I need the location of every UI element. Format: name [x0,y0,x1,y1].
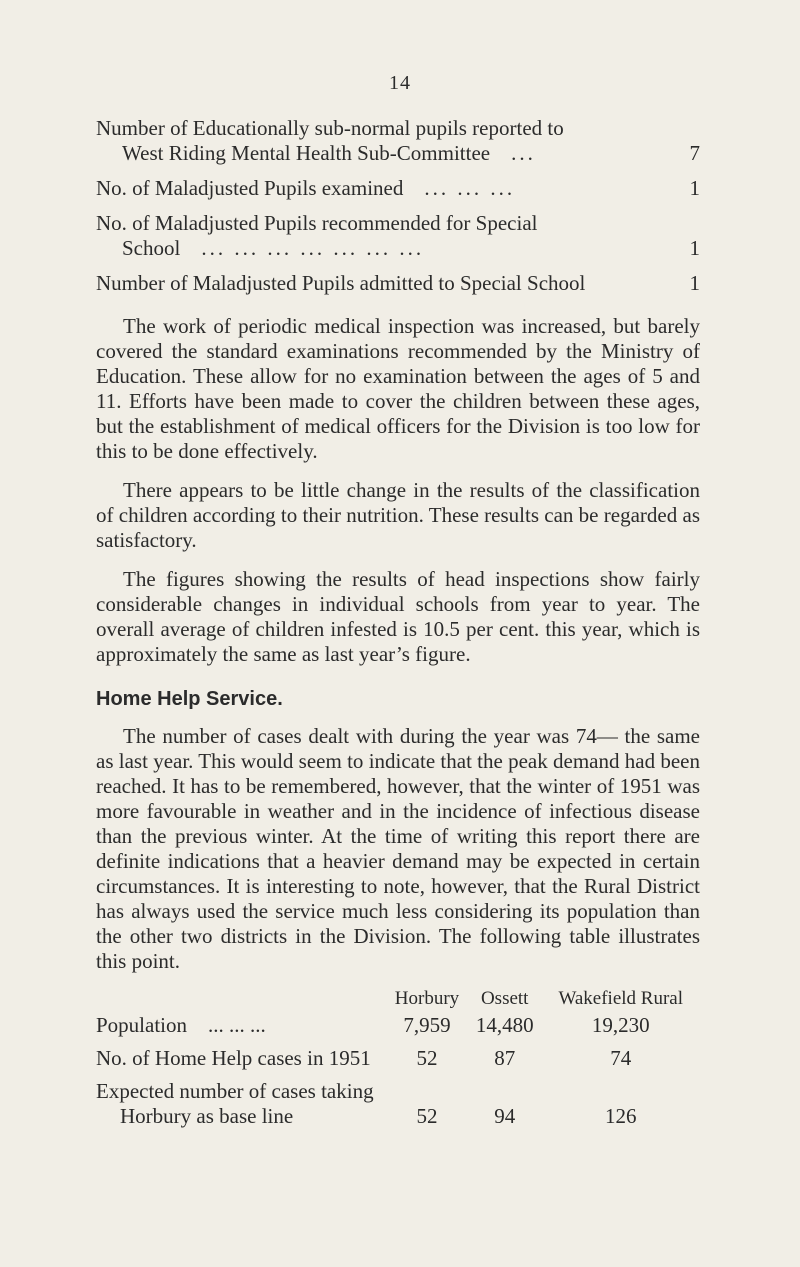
page-body [96,116,700,1137]
paragraph-medical-inspection: The work of periodic medical inspection was increased, but barely covered the standard examinations recommended by the Ministry of Education. These allow for no examination between the ages of 5 and 11. Efforts have been made to cover the children between these ages, but the establishment of medical officers for the Division is too low for this to be done effectively. [96,314,700,463]
table-row [96,1079,700,1137]
table-cell: 7,959 [403,1013,451,1037]
stat-label: No. of Maladjusted Pupils examined ... ... ... [96,176,516,200]
table-row [96,1046,700,1079]
table-header-row [96,988,700,1013]
column-header: Horbury [394,988,460,1009]
paragraph-nutrition: There appears to be little change in the results of the classification of children according to their nutrition. These results can be regarded as satisfactory. [96,478,700,552]
paragraph-home-help: The number of cases dealt with during the year was 74— the same as last year. This would seem to indicate that the peak demand had been reached. It has to be remembered, however, that the winter of 1951 was more favourable in weather and in the incidence of infectious disease than the previous winter. At the time of writing this report there are definite indications that a heavier demand may be expected in certain circumstances. It is interesting to note, however, that the Rural District has always used the service much less considering its population than the other two districts in the Division. The following table illustrates this point. [96,724,700,973]
table-cell: 87 [494,1046,516,1070]
table-cell: 19,230 [591,1013,650,1037]
stat-row [96,176,700,201]
table-cell: 52 [416,1046,438,1070]
stat-label: Number of Educationally sub-normal pupils reported to West Riding Mental Health Sub-Committee ... [96,116,564,165]
section-heading-home-help: Home Help Service. [96,688,283,710]
stat-value: 1 [689,271,700,295]
table-row [96,1013,700,1046]
stat-row [96,271,700,296]
table-cell: 126 [604,1104,637,1128]
stat-value: 1 [689,176,700,200]
table-cell: 94 [494,1104,516,1128]
column-header: Ossett [480,988,529,1009]
table-cell: 14,480 [475,1013,534,1037]
stat-row [96,116,700,166]
column-header: Wakefield Rural [558,988,683,1009]
row-label: Population ... ... ... [96,1013,266,1037]
stat-value: 7 [689,141,700,165]
paragraph-head-inspections: The figures showing the results of head inspections show fairly considerable changes in individual schools from year to year. The overall average of children infested is 10.5 per cent. this year, which is approximately the same as last year’s figure. [96,567,700,666]
row-label: Expected number of cases taking Horbury as base line [96,1079,374,1128]
page-number: 14 [389,72,411,94]
stat-row [96,211,700,261]
stat-label: No. of Maladjusted Pupils recommended for Special School ... ... ... ... ... ... ... [96,211,538,260]
table-cell: 52 [416,1104,438,1128]
row-label: No. of Home Help cases in 1951 [96,1046,371,1070]
home-help-comparison-table [96,988,700,1137]
table-cell: 74 [610,1046,632,1070]
stat-label: Number of Maladjusted Pupils admitted to Special School [96,271,586,295]
stat-value: 1 [689,236,700,260]
